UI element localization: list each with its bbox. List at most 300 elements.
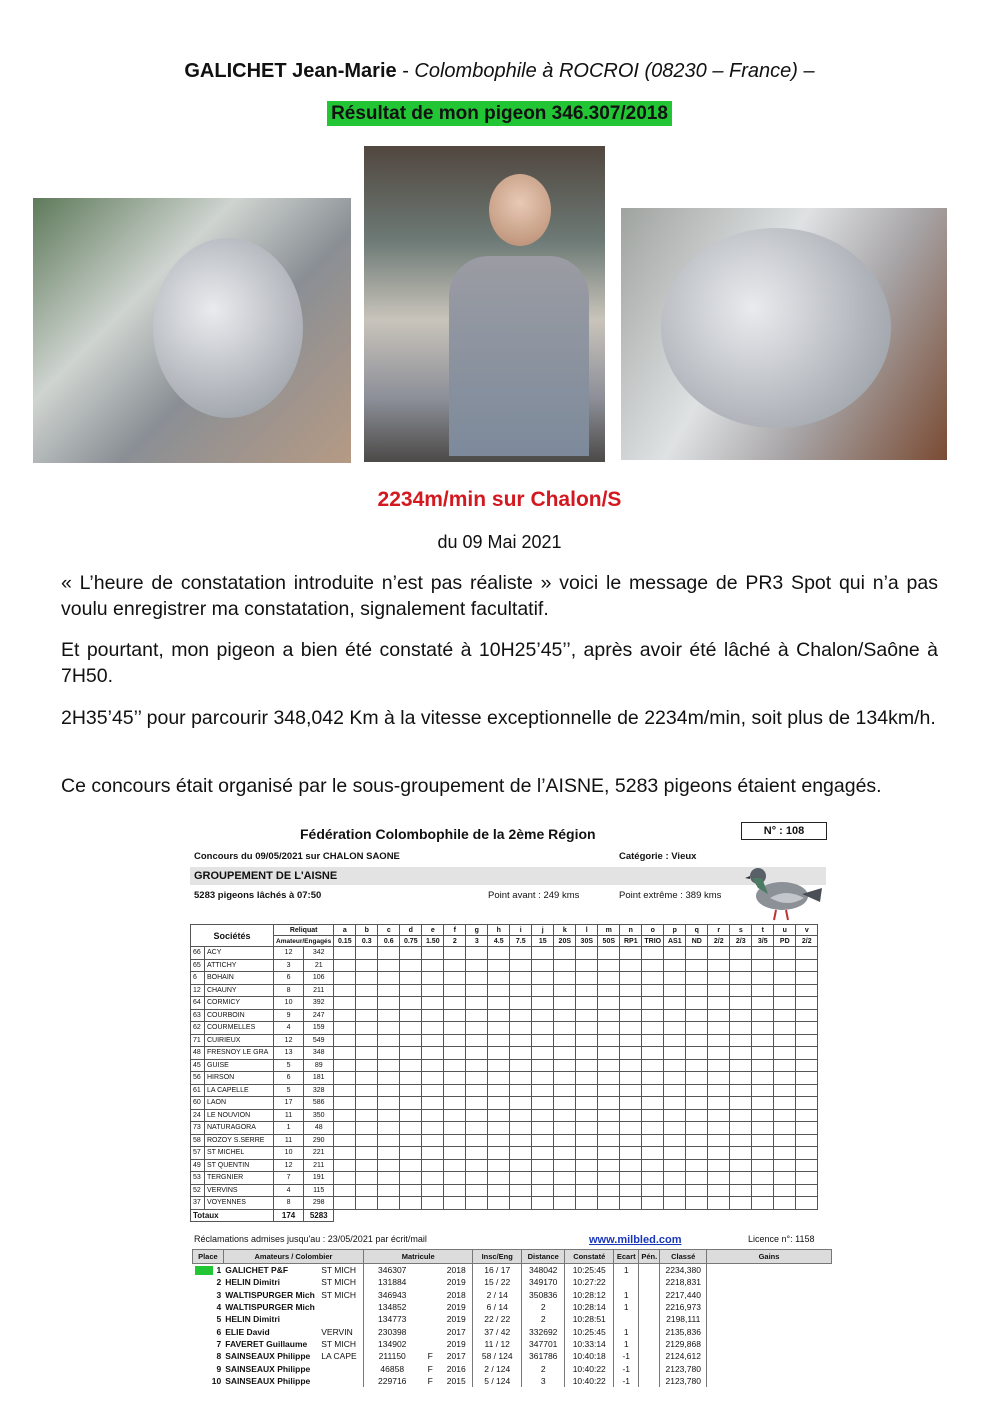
empty-cell [752, 1122, 774, 1135]
empty-cell [686, 972, 708, 985]
societe-row [191, 1072, 818, 1085]
empty-cell [598, 1147, 620, 1160]
empty-cell [686, 1034, 708, 1047]
empty-cell [488, 1184, 510, 1197]
empty-cell [466, 1159, 488, 1172]
ranking-row [193, 1325, 832, 1337]
empty-cell [576, 1184, 598, 1197]
col-letter: r [708, 925, 730, 936]
empty-cell [774, 1009, 796, 1022]
empty-cell [422, 1009, 444, 1022]
empty-cell [400, 1034, 422, 1047]
rank-sexe [420, 1301, 440, 1313]
highlight-mark [195, 1266, 213, 1275]
place-number: 4 [216, 1302, 222, 1313]
societe-number: 24 [191, 1109, 205, 1122]
empty-cell [532, 1147, 554, 1160]
empty-cell [488, 972, 510, 985]
societe-name: ST MICHEL [205, 1147, 274, 1160]
empty-cell [752, 984, 774, 997]
empty-cell [774, 1097, 796, 1110]
col-letter: l [576, 925, 598, 936]
societe-number: 48 [191, 1047, 205, 1060]
empty-cell [554, 1009, 576, 1022]
ranking-row [193, 1301, 832, 1313]
empty-cell [510, 947, 532, 960]
rank-header: Place [193, 1250, 224, 1264]
empty-cell [796, 1072, 818, 1085]
empty-cell [708, 1184, 730, 1197]
societe-amateurs: 13 [274, 1047, 304, 1060]
col-letter: q [686, 925, 708, 936]
empty-cell [400, 1172, 422, 1185]
empty-cell [466, 1009, 488, 1022]
rank-place [193, 1350, 224, 1362]
ranking-row [193, 1313, 832, 1325]
empty-cell [774, 1084, 796, 1097]
empty-cell [774, 1159, 796, 1172]
societe-engages: 115 [304, 1184, 334, 1197]
col-value: 0.6 [378, 936, 400, 947]
societe-engages: 48 [304, 1122, 334, 1135]
empty-cell [576, 1197, 598, 1210]
empty-cell [554, 1047, 576, 1060]
empty-cell [400, 1147, 422, 1160]
societe-name: ATTICHY [205, 959, 274, 972]
empty-cell [400, 947, 422, 960]
rank-place [193, 1289, 224, 1301]
point-extreme: Point extrême : 389 kms [619, 890, 722, 901]
empty-cell [686, 1134, 708, 1147]
societe-number: 45 [191, 1059, 205, 1072]
societe-engages: 21 [304, 959, 334, 972]
rank-header: Ecart [614, 1250, 639, 1264]
empty-cell [642, 1159, 664, 1172]
empty-cell [444, 1134, 466, 1147]
empty-cell [708, 1009, 730, 1022]
empty-cell [796, 1184, 818, 1197]
rank-societe: ST MICH [321, 1338, 357, 1349]
empty-cell [664, 1034, 686, 1047]
sweater-shape [449, 256, 589, 456]
empty-cell [356, 1147, 378, 1160]
rank-place [193, 1313, 224, 1325]
societe-engages: 392 [304, 997, 334, 1010]
empty-cell [752, 1147, 774, 1160]
col-letter: t [752, 925, 774, 936]
rank-ecart [614, 1313, 639, 1325]
rank-insc: 58 / 124 [473, 1350, 522, 1362]
empty-cell [620, 1184, 642, 1197]
empty-cell [466, 997, 488, 1010]
societe-row [191, 959, 818, 972]
empty-cell [488, 1047, 510, 1060]
empty-cell [554, 1147, 576, 1160]
empty-cell [620, 1172, 642, 1185]
societe-engages: 290 [304, 1134, 334, 1147]
empty-cell [356, 947, 378, 960]
empty-cell [796, 947, 818, 960]
societe-name: NATURAGORA [205, 1122, 274, 1135]
empty-cell [642, 1122, 664, 1135]
societe-amateurs: 6 [274, 1072, 304, 1085]
empty-cell [642, 1059, 664, 1072]
empty-cell [378, 1159, 400, 1172]
empty-cell [400, 959, 422, 972]
empty-cell [796, 1197, 818, 1210]
empty-cell [400, 972, 422, 985]
empty-cell [730, 1072, 752, 1085]
empty-cell [752, 1109, 774, 1122]
empty-cell [752, 1022, 774, 1035]
societe-amateurs: 5 [274, 1059, 304, 1072]
rank-header: Amateurs / Colombier [223, 1250, 364, 1264]
empty-cell [598, 1084, 620, 1097]
rank-distance: 361786 [522, 1350, 565, 1362]
header-separator: - [396, 60, 415, 82]
col-value: ND [686, 936, 708, 947]
rank-sexe [420, 1264, 440, 1277]
rank-societe [319, 1362, 364, 1374]
empty-cell [642, 1197, 664, 1210]
societe-engages: 191 [304, 1172, 334, 1185]
empty-cell [686, 1159, 708, 1172]
empty-cell [356, 1197, 378, 1210]
col-value: 0.15 [334, 936, 356, 947]
empty-cell [708, 1097, 730, 1110]
col-letter: p [664, 925, 686, 936]
societe-name: ST QUENTIN [205, 1159, 274, 1172]
empty-cell [598, 1047, 620, 1060]
reliquat-header: Reliquat [274, 925, 334, 936]
empty-cell [752, 947, 774, 960]
paragraph-1: « L’heure de constatation introduite n’est pas réaliste » voici le message de PR3 Spot qui n’a pas voulu enregistrer ma constatation, signalement facultatif. [61, 572, 938, 620]
empty-cell [422, 1172, 444, 1185]
empty-cell [488, 1034, 510, 1047]
empty-cell [598, 959, 620, 972]
empty-cell [774, 1059, 796, 1072]
empty-cell [466, 1122, 488, 1135]
empty-cell [664, 1159, 686, 1172]
rank-sexe [420, 1325, 440, 1337]
col-letter: f [444, 925, 466, 936]
empty-cell [510, 1059, 532, 1072]
empty-cell [796, 1059, 818, 1072]
societe-amateurs: 1 [274, 1122, 304, 1135]
empty-cell [510, 997, 532, 1010]
empty-cell [708, 1122, 730, 1135]
empty-cell [444, 1047, 466, 1060]
rank-insc: 15 / 22 [473, 1276, 522, 1288]
empty-cell [752, 1047, 774, 1060]
rank-amateur: HELIN Dimitri [225, 1314, 281, 1325]
empty-cell [752, 959, 774, 972]
empty-cell [664, 1147, 686, 1160]
empty-cell [554, 1097, 576, 1110]
empty-cell [532, 997, 554, 1010]
rank-constate: 10:28:51 [565, 1313, 614, 1325]
empty-cell [686, 1147, 708, 1160]
col-value: 2 [444, 936, 466, 947]
empty-cell [664, 1172, 686, 1185]
empty-cell [730, 1034, 752, 1047]
empty-cell [488, 959, 510, 972]
rank-amateur: SAINSEAUX Philippe [225, 1363, 311, 1374]
empty-cell [686, 1197, 708, 1210]
societe-row [191, 972, 818, 985]
empty-cell [752, 1159, 774, 1172]
place-number: 10 [211, 1375, 222, 1386]
empty-cell [334, 1047, 356, 1060]
empty-cell [422, 959, 444, 972]
empty-cell [400, 1122, 422, 1135]
empty-cell [444, 1084, 466, 1097]
empty-cell [730, 1197, 752, 1210]
empty-cell [620, 1159, 642, 1172]
empty-cell [620, 1034, 642, 1047]
empty-cell [334, 1184, 356, 1197]
societe-number: 63 [191, 1009, 205, 1022]
photo-man-with-pigeon [364, 146, 605, 462]
rank-ecart: -1 [614, 1362, 639, 1374]
empty-cell [488, 1009, 510, 1022]
empty-cell [774, 984, 796, 997]
rank-insc: 6 / 14 [473, 1301, 522, 1313]
societe-name: CHAUNY [205, 984, 274, 997]
col-letter: b [356, 925, 378, 936]
societe-row [191, 984, 818, 997]
empty-cell [400, 1072, 422, 1085]
empty-cell [708, 1059, 730, 1072]
societe-amateurs: 3 [274, 959, 304, 972]
rank-gains [707, 1375, 832, 1387]
empty-cell [356, 1034, 378, 1047]
empty-cell [422, 1022, 444, 1035]
societe-row [191, 1184, 818, 1197]
empty-cell [334, 1109, 356, 1122]
empty-cell [444, 1097, 466, 1110]
empty-cell [730, 1009, 752, 1022]
rank-constate: 10:33:14 [565, 1338, 614, 1350]
ranking-table [192, 1249, 832, 1387]
website-link[interactable]: www.milbled.com [589, 1234, 682, 1246]
empty-cell [796, 1034, 818, 1047]
empty-cell [576, 1047, 598, 1060]
societe-row [191, 1172, 818, 1185]
empty-cell [576, 959, 598, 972]
rank-amateur: FAVERET Guillaume [225, 1338, 308, 1349]
empty-cell [576, 1172, 598, 1185]
rank-penalite [639, 1301, 660, 1313]
empty-cell [796, 1134, 818, 1147]
empty-cell [356, 1172, 378, 1185]
societe-name: COURMELLES [205, 1022, 274, 1035]
wing-shape [661, 228, 891, 428]
empty-cell [466, 1147, 488, 1160]
rank-sexe [420, 1313, 440, 1325]
empty-cell [378, 1084, 400, 1097]
empty-cell [400, 1109, 422, 1122]
empty-cell [620, 1147, 642, 1160]
empty-cell [664, 1072, 686, 1085]
empty-cell [400, 997, 422, 1010]
societe-name: GUISE [205, 1059, 274, 1072]
empty-cell [378, 997, 400, 1010]
empty-cell [466, 984, 488, 997]
empty-cell [576, 1134, 598, 1147]
rank-classe: 2123,780 [660, 1375, 707, 1387]
empty-cell [664, 1009, 686, 1022]
empty-cell [532, 1109, 554, 1122]
societe-number: 53 [191, 1172, 205, 1185]
date-line: du 09 Mai 2021 [437, 532, 562, 552]
empty-cell [620, 1097, 642, 1110]
col-value: RP1 [620, 936, 642, 947]
rank-societe: ST MICH [321, 1265, 357, 1276]
rank-header: Matricule [364, 1250, 473, 1264]
empty-cell [532, 1197, 554, 1210]
col-value: 2/2 [708, 936, 730, 947]
paragraph-4: Ce concours était organisé par le sous-groupement de l’AISNE, 5283 pigeons étaient engagés. [61, 775, 882, 797]
empty-cell [510, 1009, 532, 1022]
empty-cell [378, 972, 400, 985]
ranking-row [193, 1362, 832, 1374]
societe-amateurs: 11 [274, 1134, 304, 1147]
empty-cell [422, 1147, 444, 1160]
societe-name: VOYENNES [205, 1197, 274, 1210]
ranking-row [193, 1338, 832, 1350]
societe-number: 58 [191, 1134, 205, 1147]
rank-ecart [614, 1276, 639, 1288]
societe-amateurs: 12 [274, 1159, 304, 1172]
empty-cell [532, 1022, 554, 1035]
empty-cell [444, 1147, 466, 1160]
empty-cell [576, 1009, 598, 1022]
empty-cell [664, 1084, 686, 1097]
empty-cell [444, 947, 466, 960]
empty-cell [642, 1072, 664, 1085]
empty-cell [796, 1122, 818, 1135]
empty-cell [422, 972, 444, 985]
empty-cell [444, 972, 466, 985]
place-number: 5 [216, 1314, 222, 1325]
empty-cell [356, 997, 378, 1010]
empty-cell [400, 984, 422, 997]
col-letter: v [796, 925, 818, 936]
empty-cell [796, 997, 818, 1010]
empty-cell [554, 1197, 576, 1210]
rank-distance: 332692 [522, 1325, 565, 1337]
empty-cell [796, 984, 818, 997]
empty-cell [664, 959, 686, 972]
societe-name: FRESNOY LE GRA [205, 1047, 274, 1060]
rank-distance: 349170 [522, 1276, 565, 1288]
empty-cell [752, 1197, 774, 1210]
empty-cell [642, 1084, 664, 1097]
empty-cell [466, 1109, 488, 1122]
empty-cell [796, 1009, 818, 1022]
societe-amateurs: 8 [274, 984, 304, 997]
empty-cell [730, 1147, 752, 1160]
empty-cell [642, 997, 664, 1010]
societes-header: Sociétés [191, 925, 274, 947]
empty-cell [576, 1097, 598, 1110]
concours-line: Concours du 09/05/2021 sur CHALON SAONE [194, 851, 400, 862]
societe-engages: 106 [304, 972, 334, 985]
rank-constate: 10:40:22 [565, 1375, 614, 1387]
empty-cell [708, 1147, 730, 1160]
societe-engages: 247 [304, 1009, 334, 1022]
empty-cell [708, 1072, 730, 1085]
societe-name: TERGNIER [205, 1172, 274, 1185]
rank-matricule: 229716 [364, 1375, 421, 1387]
empty-cell [532, 1084, 554, 1097]
empty-cell [774, 972, 796, 985]
rank-societe [319, 1313, 364, 1325]
empty-cell [598, 1022, 620, 1035]
empty-cell [554, 972, 576, 985]
headline: 2234m/min sur Chalon/S [377, 488, 622, 511]
empty-cell [774, 1047, 796, 1060]
empty-cell [510, 972, 532, 985]
rank-classe: 2217,440 [660, 1289, 707, 1301]
empty-cell [466, 1197, 488, 1210]
col-value: 30S [576, 936, 598, 947]
empty-cell [334, 1009, 356, 1022]
empty-cell [334, 1159, 356, 1172]
empty-cell [488, 1109, 510, 1122]
societe-number: 12 [191, 984, 205, 997]
rank-annee: 2019 [446, 1314, 466, 1325]
empty-cell [532, 1072, 554, 1085]
societe-name: CUIRIEUX [205, 1034, 274, 1047]
societe-name: LA CAPELLE [205, 1084, 274, 1097]
empty-cell [356, 972, 378, 985]
empty-cell [642, 972, 664, 985]
rank-classe: 2216,973 [660, 1301, 707, 1313]
empty-cell [554, 1022, 576, 1035]
empty-cell [334, 1197, 356, 1210]
empty-cell [730, 1172, 752, 1185]
empty-cell [466, 959, 488, 972]
empty-cell [488, 1147, 510, 1160]
empty-cell [752, 972, 774, 985]
empty-cell [400, 1084, 422, 1097]
rank-societe: VERVIN [321, 1326, 353, 1337]
empty-cell [752, 1034, 774, 1047]
empty-cell [378, 1034, 400, 1047]
rank-amateur: GALICHET P&F [225, 1265, 289, 1276]
empty-cell [598, 984, 620, 997]
rank-insc: 37 / 42 [473, 1325, 522, 1337]
empty-cell [730, 959, 752, 972]
empty-cell [466, 1034, 488, 1047]
empty-cell [708, 997, 730, 1010]
photo-pigeon-wing [621, 208, 947, 460]
empty-cell [378, 947, 400, 960]
rank-classe: 2234,380 [660, 1264, 707, 1277]
empty-cell [422, 1122, 444, 1135]
rank-distance: 348042 [522, 1264, 565, 1277]
col-letter: c [378, 925, 400, 936]
place-number: 2 [216, 1277, 222, 1288]
empty-cell [642, 1047, 664, 1060]
empty-cell [466, 1134, 488, 1147]
amateur-engages-header: Amateur/Engagés [274, 936, 334, 947]
empty-cell [642, 984, 664, 997]
empty-cell [400, 1097, 422, 1110]
col-letter: a [334, 925, 356, 936]
